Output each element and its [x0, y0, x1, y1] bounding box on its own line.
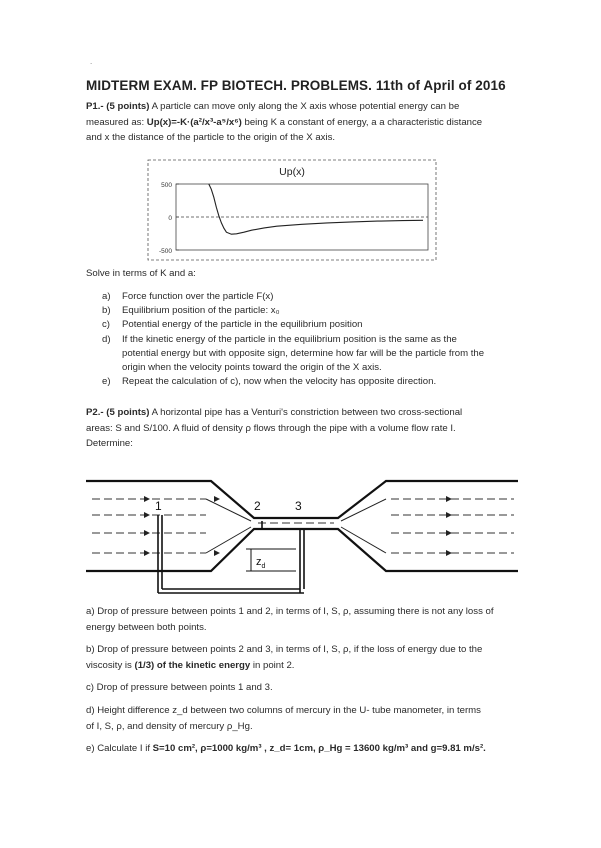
qd-line2: of I, S, ρ, and density of mercury ρ_Hg. — [86, 720, 253, 732]
p1-statement — [86, 99, 526, 146]
p2-line3: Determine: — [86, 438, 133, 449]
label-z-sub: d — [261, 563, 266, 570]
qb-line2c: in point 2. — [250, 659, 295, 671]
qb-line2b: (1/3) of the kinetic energy — [134, 659, 251, 671]
question-e — [86, 741, 526, 757]
item-label: c) — [102, 319, 110, 331]
qe-b: S=10 cm², ρ=1000 kg/m³ , z_d= 1cm, ρ_Hg = 13600 kg/m³ and g=9.81 m/s². — [152, 743, 486, 754]
qe-a: e) Calculate I if — [86, 743, 153, 754]
question-a — [86, 604, 526, 635]
p1-formula: Up(x)=-K·(a²/x³-a⁵/x⁶) — [146, 116, 242, 128]
chart-title: Up(x) — [279, 166, 305, 178]
list-item — [102, 290, 490, 304]
scan-dot: . — [90, 57, 93, 66]
item-label: e) — [102, 376, 111, 388]
item-text: If the kinetic energy of the particle in the equilibrium position is the same as the potential energy but with opposite sign, determine how far will be the particle from the origin when the velocity points toward the origin of the X axis. — [122, 333, 485, 374]
potential-chart — [146, 158, 438, 262]
zd-marker — [246, 549, 296, 571]
solve-intro: Solve in terms of K and a: — [86, 268, 196, 279]
item-text: Equilibrium position of the particle: x₀ — [122, 305, 280, 317]
label-point-2: 2 — [254, 499, 261, 513]
item-text: Repeat the calculation of c), now when the velocity has opposite direction. — [122, 376, 437, 388]
qb-line2a: viscosity is — [86, 659, 135, 671]
pipe-walls — [86, 481, 518, 571]
series-line-up — [209, 184, 423, 234]
list-item — [102, 333, 490, 376]
label-z: z — [256, 556, 262, 568]
y-tick-label: 500 — [161, 182, 172, 189]
p2-statement — [86, 405, 526, 452]
venturi-diagram — [86, 453, 518, 601]
y-tick-label: -500 — [158, 248, 172, 255]
p2-head: P2.- (5 points) — [86, 407, 150, 418]
p1-line2b: being K a constant of energy, a a characteristic distance — [241, 116, 483, 128]
p1-line2 — [86, 115, 526, 131]
p1-line1-text: A particle can move only along the X axis whose potential energy can be — [149, 101, 460, 112]
qb-line1: b) Drop of pressure between points 2 and 3, in terms of I, S, ρ, if the loss of energy due to the — [86, 644, 483, 655]
label-point-3: 3 — [295, 499, 302, 513]
y-tick-label: 0 — [168, 215, 172, 222]
label-zd — [256, 556, 266, 570]
qa-line2: energy between both points. — [86, 621, 207, 633]
item-text: Force function over the particle F(x) — [122, 291, 274, 302]
item-label: d) — [102, 333, 111, 345]
p1-questions — [102, 290, 490, 389]
list-item — [102, 304, 490, 318]
item-text: Potential energy of the particle in the equilibrium position — [122, 319, 363, 331]
qd-line1: d) Height difference z_d between two columns of mercury in the U- tube manometer, in terms — [86, 705, 481, 716]
p1-line1 — [86, 99, 526, 115]
list-item — [102, 318, 490, 332]
p2-line1 — [86, 405, 526, 421]
list-item — [102, 375, 490, 389]
p1-head: P1.- (5 points) — [86, 101, 150, 112]
label-point-1: 1 — [155, 499, 162, 513]
manometer — [158, 515, 304, 593]
question-c: c) Drop of pressure between points 1 and 3. — [86, 682, 273, 693]
question-d — [86, 703, 526, 734]
item-label: b) — [102, 305, 111, 317]
qb-line2 — [86, 658, 526, 674]
question-b — [86, 642, 526, 673]
p1-line3: and x the distance of the particle to the origin of the X axis. — [86, 132, 336, 143]
p2-line2: areas: S and S/100. A fluid of density ρ flows through the pipe with a volume flow rate I. — [86, 422, 456, 434]
pipe-bottom-wall — [86, 529, 518, 571]
qa-line1: a) Drop of pressure between points 1 and 2, in terms of I, S, ρ, assuming there is not any loss of — [86, 606, 494, 617]
page-title: MIDTERM EXAM. FP BIOTECH. PROBLEMS. 11th of April of 2016 — [86, 78, 506, 93]
p2-line1-text: A horizontal pipe has a Venturi's constriction between two cross-sectional — [149, 407, 463, 418]
p1-line2a: measured as: — [86, 116, 147, 128]
item-label: a) — [102, 291, 111, 302]
